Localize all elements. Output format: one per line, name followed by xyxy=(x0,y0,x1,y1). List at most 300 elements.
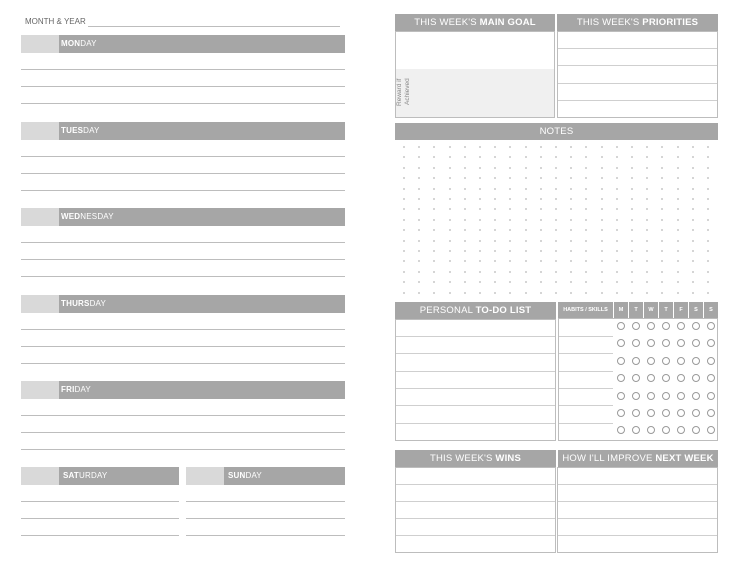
notes-dot xyxy=(570,146,572,148)
notes-dot xyxy=(692,219,694,221)
notes-dot xyxy=(525,229,527,231)
notes-dot xyxy=(433,219,435,221)
writing-line[interactable] xyxy=(21,518,179,519)
notes-dot xyxy=(540,167,542,169)
notes-dot xyxy=(449,292,451,294)
notes-dot xyxy=(631,250,633,252)
notes-dot xyxy=(616,156,618,158)
notes-dot xyxy=(509,167,511,169)
notes-dot xyxy=(449,281,451,283)
habit-checkbox[interactable] xyxy=(677,409,685,417)
notes-dot xyxy=(403,198,405,200)
notes-dot xyxy=(585,292,587,294)
writing-line[interactable] xyxy=(21,432,345,433)
habit-line[interactable] xyxy=(559,371,613,372)
notes-dot xyxy=(433,281,435,283)
notes-dot xyxy=(525,188,527,190)
priority-line[interactable] xyxy=(558,83,717,84)
notes-dot xyxy=(464,240,466,242)
todo-line[interactable] xyxy=(396,388,555,389)
notes-dot xyxy=(509,188,511,190)
writing-line[interactable] xyxy=(21,103,345,104)
notes-dot xyxy=(601,177,603,179)
notes-dot xyxy=(570,208,572,210)
day-rest: DAY xyxy=(89,299,107,308)
habit-checkbox[interactable] xyxy=(677,357,685,365)
day-bold: SAT xyxy=(63,471,80,480)
notes-dot xyxy=(601,167,603,169)
habits-header xyxy=(558,302,613,318)
habit-checkbox[interactable] xyxy=(677,392,685,400)
notes-dot xyxy=(661,260,663,262)
notes-dot xyxy=(616,208,618,210)
notes-dot xyxy=(585,250,587,252)
notes-dot xyxy=(418,177,420,179)
notes-dot xyxy=(403,177,405,179)
notes-dot xyxy=(555,240,557,242)
day-rest: URDAY xyxy=(79,471,108,480)
header-prefix: HABITS / xyxy=(563,307,589,313)
notes-dot xyxy=(418,271,420,273)
notes-dot xyxy=(555,229,557,231)
notes-dot xyxy=(646,219,648,221)
notes-dot xyxy=(601,281,603,283)
habit-checkbox[interactable] xyxy=(707,392,715,400)
writing-line[interactable] xyxy=(21,501,179,502)
notes-dot xyxy=(661,146,663,148)
notes-dot xyxy=(677,229,679,231)
notes-dot xyxy=(661,156,663,158)
notes-dot xyxy=(433,271,435,273)
writing-line[interactable] xyxy=(186,518,345,519)
notes-dot xyxy=(555,208,557,210)
notes-dot xyxy=(631,146,633,148)
wins-line[interactable] xyxy=(396,535,555,536)
notes-dot xyxy=(616,167,618,169)
notes-dot xyxy=(464,292,466,294)
writing-line[interactable] xyxy=(21,363,345,364)
habit-day-t: T xyxy=(629,302,643,318)
writing-line[interactable] xyxy=(21,190,345,191)
day-header-sunday xyxy=(186,467,345,485)
notes-dot xyxy=(540,292,542,294)
notes-dot xyxy=(585,271,587,273)
writing-line[interactable] xyxy=(21,329,345,330)
notes-dot xyxy=(555,167,557,169)
wins-box[interactable] xyxy=(395,467,556,553)
notes-dot xyxy=(631,219,633,221)
notes-dot xyxy=(707,260,709,262)
notes-dot xyxy=(509,260,511,262)
notes-dot xyxy=(661,292,663,294)
habit-checkbox[interactable] xyxy=(632,392,640,400)
header-bold: NEXT WEEK xyxy=(655,453,714,464)
notes-dot xyxy=(631,229,633,231)
notes-dot xyxy=(433,260,435,262)
writing-line[interactable] xyxy=(21,173,345,174)
notes-dot xyxy=(601,208,603,210)
notes-dot xyxy=(540,208,542,210)
notes-dot xyxy=(707,177,709,179)
notes-dot xyxy=(692,146,694,148)
writing-line[interactable] xyxy=(21,69,345,70)
habit-checkbox[interactable] xyxy=(677,322,685,330)
wins-line[interactable] xyxy=(396,484,555,485)
notes-dot xyxy=(449,188,451,190)
month-year-field[interactable] xyxy=(88,26,340,27)
notes-dot xyxy=(661,177,663,179)
notes-dot xyxy=(646,146,648,148)
habit-checkbox[interactable] xyxy=(692,392,700,400)
notes-dot xyxy=(403,240,405,242)
priority-line[interactable] xyxy=(558,65,717,66)
notes-dot xyxy=(449,156,451,158)
notes-dot xyxy=(570,188,572,190)
habit-checkbox[interactable] xyxy=(692,409,700,417)
notes-dot xyxy=(646,167,648,169)
notes-dot xyxy=(464,188,466,190)
habit-line[interactable] xyxy=(559,336,613,337)
habit-checkbox[interactable] xyxy=(647,322,655,330)
notes-dot xyxy=(555,271,557,273)
notes-dot xyxy=(403,219,405,221)
notes-dot xyxy=(433,198,435,200)
habit-checkbox[interactable] xyxy=(632,357,640,365)
habit-day-w: W xyxy=(644,302,658,318)
habit-checkbox[interactable] xyxy=(662,322,670,330)
notes-dot xyxy=(570,156,572,158)
wins-header xyxy=(395,450,556,467)
notes-dot xyxy=(677,281,679,283)
notes-dot xyxy=(464,146,466,148)
notes-dot xyxy=(646,271,648,273)
notes-dot xyxy=(433,208,435,210)
notes-dot xyxy=(449,240,451,242)
notes-dot xyxy=(433,292,435,294)
notes-dot xyxy=(509,219,511,221)
notes-dot xyxy=(525,271,527,273)
notes-dot xyxy=(661,250,663,252)
notes-dot xyxy=(616,219,618,221)
notes-dot xyxy=(418,281,420,283)
habit-checkbox[interactable] xyxy=(707,409,715,417)
notes-dot xyxy=(494,281,496,283)
notes-dot xyxy=(616,146,618,148)
priority-line[interactable] xyxy=(558,100,717,101)
notes-dot xyxy=(646,292,648,294)
notes-dot xyxy=(555,219,557,221)
notes-dot xyxy=(433,240,435,242)
notes-dot xyxy=(555,188,557,190)
habit-line[interactable] xyxy=(559,405,613,406)
header-bold: WINS xyxy=(495,453,522,464)
notes-dot xyxy=(464,229,466,231)
day-rest: DAY xyxy=(74,385,91,394)
notes-dot xyxy=(570,240,572,242)
notes-dot xyxy=(403,188,405,190)
improve-header xyxy=(558,450,718,467)
notes-dot xyxy=(646,188,648,190)
notes-dot xyxy=(479,281,481,283)
notes-dot xyxy=(464,281,466,283)
habit-checkbox[interactable] xyxy=(632,322,640,330)
notes-dot xyxy=(403,229,405,231)
todo-line[interactable] xyxy=(396,336,555,337)
notes-dot xyxy=(707,146,709,148)
notes-dot xyxy=(494,271,496,273)
notes-dot xyxy=(692,177,694,179)
day-bold: MON xyxy=(61,39,81,48)
notes-dot xyxy=(631,167,633,169)
day-header-tuesday xyxy=(21,122,345,140)
notes-dot xyxy=(449,167,451,169)
notes-dot xyxy=(479,208,481,210)
notes-dot xyxy=(418,240,420,242)
notes-dot xyxy=(479,260,481,262)
notes-dot xyxy=(570,229,572,231)
notes-dot xyxy=(479,229,481,231)
notes-dot xyxy=(646,208,648,210)
notes-dot xyxy=(540,281,542,283)
notes-dot xyxy=(555,177,557,179)
writing-line[interactable] xyxy=(21,346,345,347)
notes-dot xyxy=(540,188,542,190)
notes-dot xyxy=(479,219,481,221)
writing-line[interactable] xyxy=(186,535,345,536)
day-rest: NESDAY xyxy=(80,212,114,221)
habit-checkbox[interactable] xyxy=(617,409,625,417)
notes-dot xyxy=(525,240,527,242)
habit-checkbox[interactable] xyxy=(692,322,700,330)
notes-dot xyxy=(464,208,466,210)
habit-checkbox[interactable] xyxy=(617,357,625,365)
wins-line[interactable] xyxy=(396,501,555,502)
notes-dot xyxy=(449,271,451,273)
habit-checkbox[interactable] xyxy=(647,357,655,365)
writing-line[interactable] xyxy=(21,242,345,243)
notes-dot xyxy=(661,208,663,210)
day-header-friday xyxy=(21,381,345,399)
priorities-header xyxy=(557,14,718,31)
todo-line[interactable] xyxy=(396,405,555,406)
habit-checkbox[interactable] xyxy=(707,322,715,330)
notes-dot xyxy=(646,240,648,242)
notes-dot xyxy=(570,167,572,169)
habit-checkbox[interactable] xyxy=(662,357,670,365)
notes-dot xyxy=(403,250,405,252)
notes-dot xyxy=(494,188,496,190)
reward-box[interactable] xyxy=(396,69,554,117)
notes-dot xyxy=(494,229,496,231)
day-bold: THURS xyxy=(61,299,90,308)
notes-dot xyxy=(418,229,420,231)
wins-line[interactable] xyxy=(396,518,555,519)
notes-dot xyxy=(646,260,648,262)
header-bold: MAIN GOAL xyxy=(479,17,536,28)
notes-dot xyxy=(494,292,496,294)
writing-line[interactable] xyxy=(21,415,345,416)
notes-dot xyxy=(677,271,679,273)
header-bold: PRIORITIES xyxy=(642,17,699,28)
todo-line[interactable] xyxy=(396,423,555,424)
improve-line[interactable] xyxy=(558,535,717,536)
writing-line[interactable] xyxy=(21,156,345,157)
writing-line[interactable] xyxy=(21,535,179,536)
notes-dot xyxy=(616,240,618,242)
notes-dot xyxy=(692,292,694,294)
day-bold: FRI xyxy=(61,385,75,394)
notes-dot xyxy=(692,260,694,262)
habit-checkbox[interactable] xyxy=(632,409,640,417)
notes-dot xyxy=(707,167,709,169)
priority-line[interactable] xyxy=(558,48,717,49)
notes-dot xyxy=(418,167,420,169)
notes-dot xyxy=(525,167,527,169)
habit-checkbox[interactable] xyxy=(617,392,625,400)
notes-dot xyxy=(403,156,405,158)
notes-dot xyxy=(525,198,527,200)
notes-dot xyxy=(692,198,694,200)
habit-checkbox[interactable] xyxy=(617,322,625,330)
writing-line[interactable] xyxy=(21,86,345,87)
notes-dot xyxy=(646,250,648,252)
notes-dot xyxy=(677,219,679,221)
todo-line[interactable] xyxy=(396,353,555,354)
notes-dot xyxy=(692,250,694,252)
notes-dot xyxy=(707,250,709,252)
habit-checkbox[interactable] xyxy=(647,409,655,417)
notes-dot xyxy=(403,260,405,262)
day-bold: WED xyxy=(61,212,81,221)
notes-dot xyxy=(449,219,451,221)
improve-line[interactable] xyxy=(558,518,717,519)
notes-dot xyxy=(540,271,542,273)
notes-dot xyxy=(570,292,572,294)
notes-dot xyxy=(631,208,633,210)
notes-dot xyxy=(707,240,709,242)
notes-dot xyxy=(479,188,481,190)
notes-dot xyxy=(646,198,648,200)
notes-dot xyxy=(540,156,542,158)
writing-line[interactable] xyxy=(21,449,345,450)
notes-dot xyxy=(601,240,603,242)
notes-dot xyxy=(555,292,557,294)
day-header-saturday xyxy=(21,467,179,485)
notes-dot xyxy=(433,167,435,169)
notes-dot xyxy=(601,271,603,273)
notes-dot xyxy=(631,260,633,262)
notes-dot xyxy=(601,146,603,148)
notes-dot xyxy=(449,260,451,262)
writing-line[interactable] xyxy=(186,501,345,502)
day-bold: TUES xyxy=(61,126,84,135)
notes-dot xyxy=(661,240,663,242)
notes-dot xyxy=(601,156,603,158)
notes-dot-grid[interactable] xyxy=(395,140,718,298)
notes-dot xyxy=(692,167,694,169)
notes-dot xyxy=(479,271,481,273)
notes-dot xyxy=(540,240,542,242)
notes-dot xyxy=(525,292,527,294)
notes-dot xyxy=(449,198,451,200)
notes-dot xyxy=(525,146,527,148)
notes-dot xyxy=(707,229,709,231)
notes-dot xyxy=(555,281,557,283)
habit-line[interactable] xyxy=(559,388,613,389)
notes-dot xyxy=(585,260,587,262)
notes-dot xyxy=(631,188,633,190)
notes-dot xyxy=(692,156,694,158)
notes-dot xyxy=(692,240,694,242)
habit-checkbox[interactable] xyxy=(647,392,655,400)
notes-dot xyxy=(616,271,618,273)
notes-dot xyxy=(494,219,496,221)
habit-checkbox[interactable] xyxy=(662,409,670,417)
notes-dot xyxy=(677,208,679,210)
notes-dot xyxy=(616,250,618,252)
habit-line[interactable] xyxy=(559,353,613,354)
notes-dot xyxy=(555,260,557,262)
notes-dot xyxy=(585,167,587,169)
notes-dot xyxy=(631,198,633,200)
todo-line[interactable] xyxy=(396,371,555,372)
notes-dot xyxy=(509,156,511,158)
header-prefix: THIS WEEK'S xyxy=(576,17,643,28)
notes-dot xyxy=(585,198,587,200)
notes-dot xyxy=(677,240,679,242)
notes-dot xyxy=(540,177,542,179)
notes-dot xyxy=(479,198,481,200)
notes-dot xyxy=(540,219,542,221)
day-rest: DAY xyxy=(80,39,97,48)
notes-dot xyxy=(525,219,527,221)
header-prefix: PERSONAL xyxy=(419,305,476,316)
notes-dot xyxy=(661,229,663,231)
notes-dot xyxy=(601,292,603,294)
writing-line[interactable] xyxy=(21,276,345,277)
habit-checkbox[interactable] xyxy=(707,357,715,365)
notes-dot xyxy=(631,281,633,283)
notes-dot xyxy=(494,260,496,262)
notes-dot xyxy=(464,250,466,252)
header-prefix: HOW I'LL IMPROVE xyxy=(562,453,656,464)
habit-checkbox[interactable] xyxy=(692,357,700,365)
improve-line[interactable] xyxy=(558,484,717,485)
notes-dot xyxy=(692,229,694,231)
notes-dot xyxy=(433,177,435,179)
writing-line[interactable] xyxy=(21,259,345,260)
habit-line[interactable] xyxy=(559,423,613,424)
notes-dot xyxy=(661,219,663,221)
notes-dot xyxy=(464,198,466,200)
notes-dot xyxy=(403,292,405,294)
header-prefix: THIS WEEK'S xyxy=(414,17,480,28)
notes-dot xyxy=(418,292,420,294)
notes-header: NOTES xyxy=(395,123,718,140)
priorities-box[interactable] xyxy=(557,31,718,118)
notes-dot xyxy=(418,188,420,190)
habit-checkbox[interactable] xyxy=(662,392,670,400)
improve-line[interactable] xyxy=(558,501,717,502)
notes-dot xyxy=(540,260,542,262)
notes-dot xyxy=(631,156,633,158)
notes-dot xyxy=(631,177,633,179)
notes-dot xyxy=(692,188,694,190)
notes-dot xyxy=(479,240,481,242)
notes-dot xyxy=(585,156,587,158)
notes-dot xyxy=(540,250,542,252)
improve-box[interactable] xyxy=(557,467,718,553)
